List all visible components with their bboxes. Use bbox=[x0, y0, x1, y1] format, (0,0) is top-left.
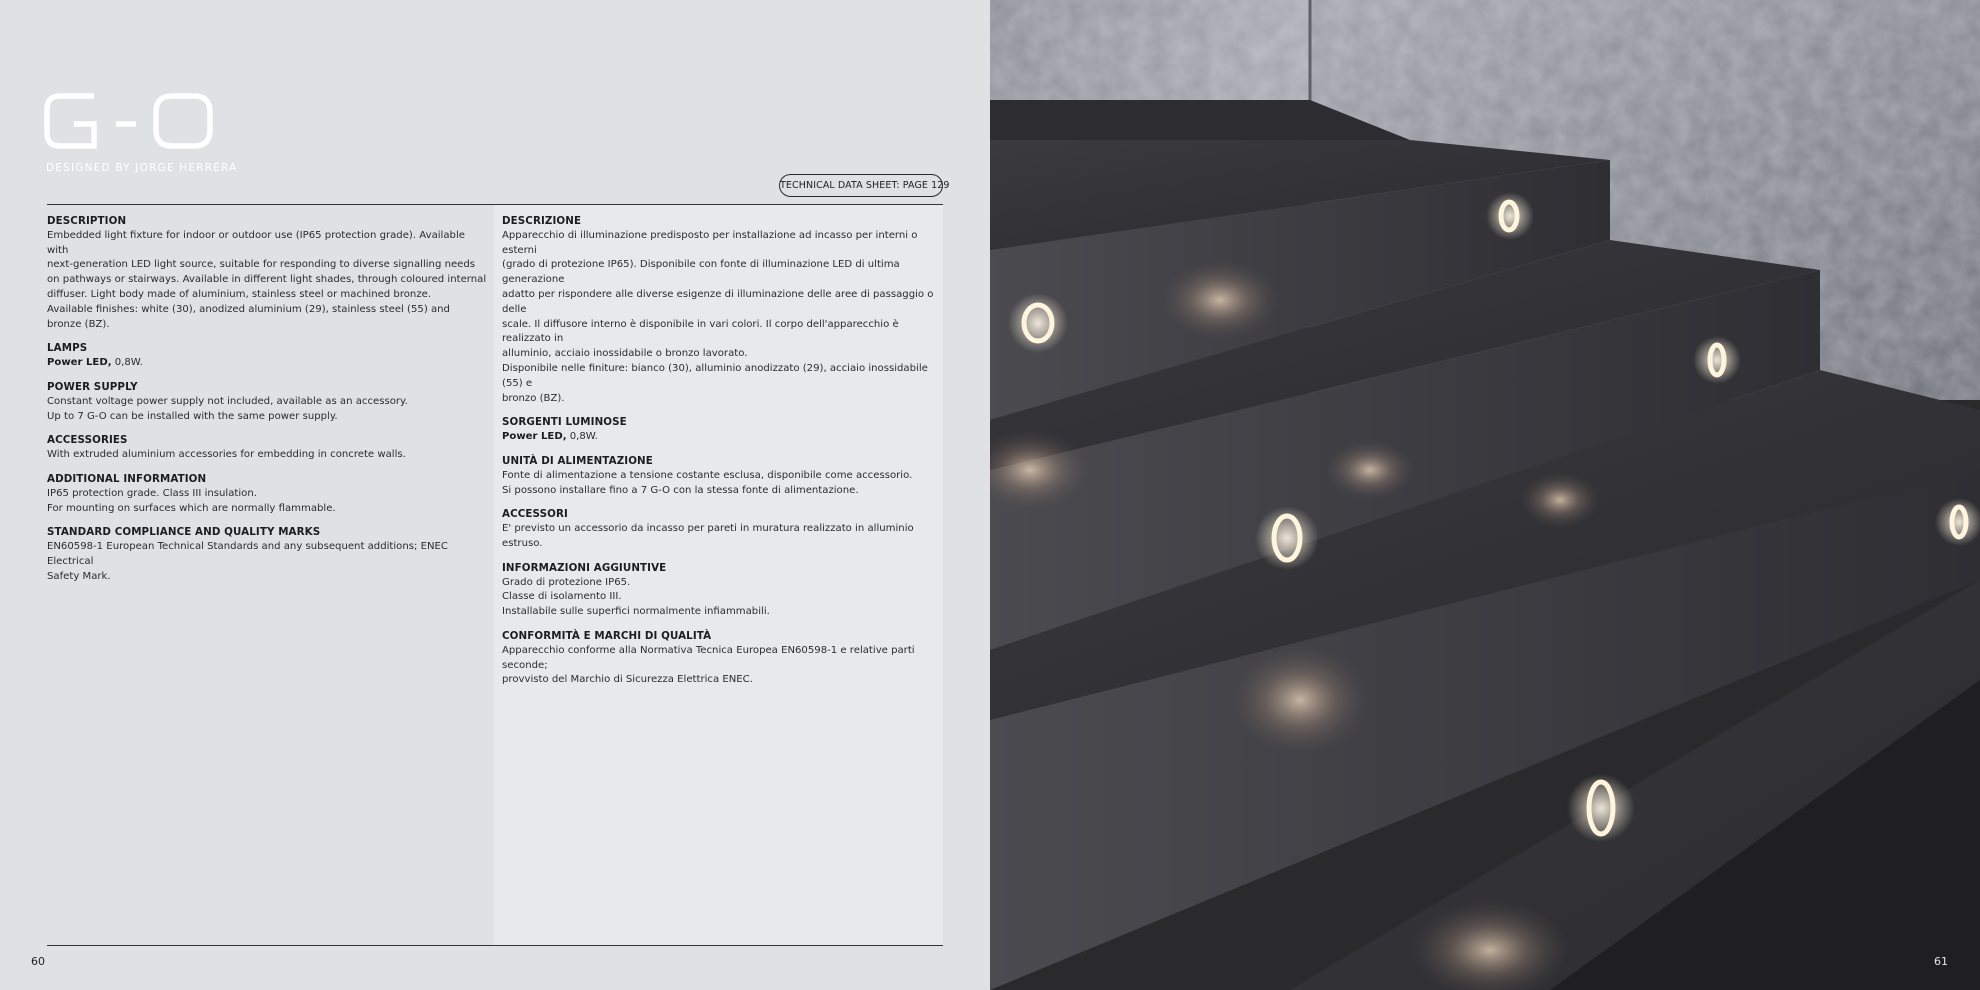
text-line: bronzo (BZ). bbox=[502, 392, 565, 404]
text-line: Safety Mark. bbox=[47, 570, 111, 582]
section-title: STANDARD COMPLIANCE AND QUALITY MARKS bbox=[47, 526, 321, 539]
text-line: alluminio, acciaio inossidabile o bronzo lavorato. bbox=[502, 348, 748, 360]
product-photo bbox=[990, 0, 1980, 990]
section-title: UNITÀ DI ALIMENTAZIONE bbox=[502, 454, 653, 467]
text-line: With extruded aluminium accessories for embedding in concrete walls. bbox=[47, 449, 406, 461]
section-title: LAMPS bbox=[47, 342, 88, 355]
italian-column bbox=[502, 214, 938, 697]
lamp-type: Power LED, bbox=[47, 357, 112, 369]
lamps-section bbox=[47, 341, 487, 371]
descrizione-section bbox=[502, 214, 938, 406]
go-logo-icon bbox=[44, 88, 214, 154]
text-line: Available finishes: white (30), anodized aluminium (29), stainless steel (55) and bronze (BZ). bbox=[47, 303, 450, 330]
lamps-line bbox=[47, 356, 487, 371]
page-number-right: 61 bbox=[1934, 955, 1948, 968]
alimentazione-section bbox=[502, 454, 938, 498]
conformita-section bbox=[502, 629, 938, 688]
text-line: Embedded light fixture for indoor or outdoor use (IP65 protection grade). Available with bbox=[47, 229, 465, 256]
additional-info-section bbox=[47, 472, 487, 516]
text-line: Fonte di alimentazione a tensione costante esclusa, disponibile come accessorio. bbox=[502, 469, 913, 481]
designer-credit: DESIGNED BY JORGE HERRERA bbox=[46, 162, 238, 174]
text-line: For mounting on surfaces which are normally flammable. bbox=[47, 502, 336, 514]
product-logo bbox=[44, 88, 214, 154]
text-line: Constant voltage power supply not included, available as an accessory. bbox=[47, 395, 408, 407]
text-line: Up to 7 G-O can be installed with the same power supply. bbox=[47, 410, 338, 422]
english-column bbox=[47, 214, 487, 594]
lamp-power: 0,8W. bbox=[111, 357, 143, 369]
informazioni-section bbox=[502, 561, 938, 620]
text-line: Si possono installare fino a 7 G-O con la stessa fonte di alimentazione. bbox=[502, 484, 859, 496]
text-line: Classe di isolamento III. bbox=[502, 591, 622, 603]
bottom-divider bbox=[47, 945, 943, 946]
section-title: ADDITIONAL INFORMATION bbox=[47, 472, 207, 485]
page-number-left: 60 bbox=[31, 955, 45, 968]
text-line: provvisto del Marchio di Sicurezza Elettrica ENEC. bbox=[502, 674, 753, 686]
sorgenti-section bbox=[502, 415, 938, 445]
section-title: ACCESSORI bbox=[502, 508, 568, 521]
section-title: SORGENTI LUMINOSE bbox=[502, 416, 627, 429]
text-line: adatto per rispondere alle diverse esigenze di illuminazione delle aree di passaggio o delle bbox=[502, 288, 934, 315]
text-line: on pathways or stairways. Available in different light shades, through coloured internal bbox=[47, 274, 487, 286]
text-line: diffuser. Light body made of aluminium, stainless steel or machined bronze. bbox=[47, 288, 432, 300]
description-section bbox=[47, 214, 487, 332]
text-line: scale. Il diffusore interno è disponibile in vari colori. Il corpo dell'apparecchio è realizzato in bbox=[502, 318, 899, 345]
section-title: ACCESSORIES bbox=[47, 434, 128, 447]
lamps-line bbox=[502, 430, 938, 445]
text-line: Apparecchio di illuminazione predisposto per installazione ad incasso per interni o esterni bbox=[502, 229, 918, 256]
section-title: DESCRIPTION bbox=[47, 215, 127, 227]
compliance-section bbox=[47, 525, 487, 584]
power-supply-section bbox=[47, 380, 487, 424]
section-title: CONFORMITÀ E MARCHI DI QUALITÀ bbox=[502, 629, 712, 642]
text-line: Disponibile nelle finiture: bianco (30), alluminio anodizzato (29), acciaio inossidabile (55) e bbox=[502, 362, 928, 389]
text-line: EN60598-1 European Technical Standards and any subsequent additions; ENEC Electrical bbox=[47, 541, 448, 567]
text-line: (grado di protezione IP65). Disponibile con fonte di illuminazione LED di ultima generazione bbox=[502, 259, 900, 286]
section-title: INFORMAZIONI AGGIUNTIVE bbox=[502, 561, 667, 574]
lamp-type: Power LED, bbox=[502, 431, 567, 443]
accessories-section bbox=[47, 433, 487, 463]
text-line: E' previsto un accessorio da incasso per pareti in muratura realizzato in alluminio estruso. bbox=[502, 523, 914, 549]
text-line: Apparecchio conforme alla Normativa Tecnica Europea EN60598-1 e relative parti seconde; bbox=[502, 644, 915, 671]
technical-data-sheet-link[interactable]: TECHNICAL DATA SHEET: PAGE 129 bbox=[779, 174, 943, 197]
lamp-power: 0,8W. bbox=[566, 431, 598, 443]
text-line: IP65 protection grade. Class III insulation. bbox=[47, 487, 257, 499]
accessori-section bbox=[502, 507, 938, 551]
text-line: Installabile sulle superfici normalmente infiammabili. bbox=[502, 606, 770, 618]
text-line: next-generation LED light source, suitable for responding to diverse signalling needs bbox=[47, 259, 476, 271]
section-title: DESCRIZIONE bbox=[502, 215, 582, 227]
text-line: Grado di protezione IP65. bbox=[502, 576, 631, 588]
section-title: POWER SUPPLY bbox=[47, 380, 138, 393]
stairs-photo-icon bbox=[990, 0, 1980, 990]
